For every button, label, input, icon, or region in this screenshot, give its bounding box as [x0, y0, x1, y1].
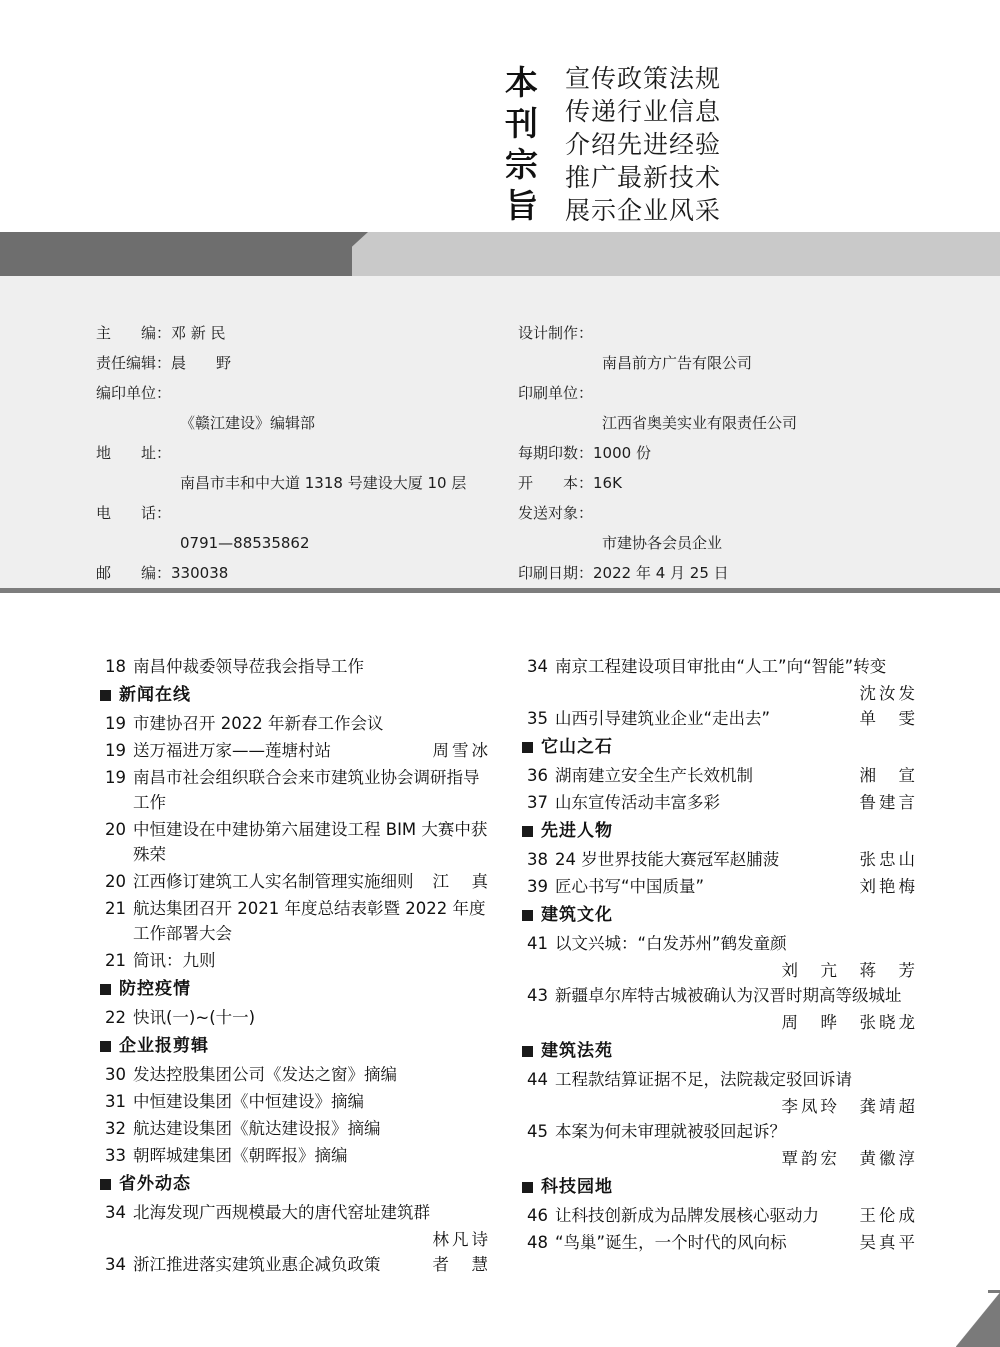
colophon-label: 责任编辑： [96, 354, 172, 372]
toc-entry-title: 快讯(一)~(十一) [133, 1008, 256, 1027]
toc-entry-title: 南昌仲裁委领导莅我会指导工作 [133, 657, 364, 676]
toc-entry-body [555, 931, 918, 956]
toc-page-number: 30 [105, 1065, 126, 1084]
toc-page-number: 19 [105, 741, 126, 760]
masthead-title-char: 旨 [505, 186, 539, 225]
colophon-label: 编印单位： [96, 384, 172, 402]
toc-entry-title: 江西修订建筑工人实名制管理实施细则 [133, 872, 414, 891]
toc-section-label: 企业报剪辑 [119, 1036, 209, 1056]
toc-page-number: 19 [105, 714, 126, 733]
toc-entry-title: 发达控股集团公司《发达之窗》摘编 [133, 1065, 397, 1084]
toc-entry-body [555, 1203, 918, 1228]
masthead-title [505, 62, 539, 226]
toc-entry[interactable] [518, 847, 918, 872]
toc-section-header [518, 1174, 918, 1201]
toc-entry-title: 中恒建设集团《中恒建设》摘编 [133, 1092, 364, 1111]
masthead [0, 0, 1000, 232]
toc-page-number: 37 [527, 793, 548, 812]
toc-entry[interactable] [96, 948, 491, 973]
masthead-slogan-list [565, 62, 721, 227]
toc-entry-author: 江 真 [432, 872, 491, 891]
toc-section-header [518, 1038, 918, 1065]
colophon-label: 每期印数： [518, 444, 594, 462]
toc-entry[interactable] [518, 763, 918, 788]
toc-entry-title: “鸟巢”诞生，一个时代的风向标 [555, 1233, 787, 1252]
toc-entry[interactable] [96, 654, 491, 679]
toc-entry-body [555, 847, 918, 872]
colophon-label: 电 话： [96, 504, 172, 522]
colophon-value: 市建协各会员企业 [602, 534, 723, 552]
toc-entry-author: 吴真平 [859, 1233, 918, 1252]
colophon-value: 2022 年 4 月 25 日 [593, 564, 729, 582]
colophon-right-column [518, 318, 948, 588]
toc-entry[interactable] [96, 711, 491, 736]
section-bullet-icon [100, 1041, 111, 1052]
colophon-row [96, 498, 496, 528]
toc-entry-title: 北海发现广西规模最大的唐代窑址建筑群 [133, 1203, 430, 1222]
toc-entry-title: 送万福进万家——莲塘村站 [133, 741, 331, 760]
colophon-value: 晨 野 [171, 354, 232, 372]
masthead-title-char: 宗 [505, 145, 539, 184]
toc-entry-author: 周雪冰 [432, 741, 491, 760]
colophon-value: 南昌前方广告有限公司 [602, 354, 753, 372]
section-bullet-icon [100, 690, 111, 701]
toc-entry-body [133, 711, 491, 736]
toc-entry[interactable] [96, 765, 491, 815]
toc-entry-author: 者 慧 [432, 1255, 491, 1274]
masthead-slogan-line: 展示企业风采 [565, 196, 722, 225]
colophon-row [518, 468, 948, 498]
toc-entry-body [555, 1230, 918, 1255]
toc-entry-body [133, 738, 491, 763]
masthead-inner [505, 62, 721, 227]
toc-entry[interactable] [518, 1067, 918, 1092]
toc-section-header [96, 1033, 491, 1060]
toc-entry-author: 沈汝发 [859, 684, 918, 703]
toc-entry-author: 鲁建言 [859, 793, 918, 812]
masthead-title-char: 刊 [505, 104, 539, 143]
toc-entry[interactable] [96, 1143, 491, 1168]
toc-section-header [96, 1171, 491, 1198]
toc-entry[interactable] [518, 790, 918, 815]
toc-entry[interactable] [518, 1119, 918, 1144]
toc-entry-body [555, 874, 918, 899]
toc-section-header [518, 734, 918, 761]
toc-entry-body [133, 896, 491, 946]
toc-entry-body [133, 817, 491, 867]
toc-entry-author: 林凡诗 [432, 1230, 491, 1249]
toc-section-label: 防控疫情 [119, 979, 191, 999]
colophon-label: 主 编： [96, 324, 172, 342]
toc-entry-author: 周 晔 张晓龙 [781, 1013, 918, 1032]
toc-entry-title: 山西引导建筑业企业“走出去” [555, 709, 771, 728]
colophon-label: 印刷单位： [518, 384, 594, 402]
toc-section-label: 省外动态 [119, 1174, 191, 1194]
toc-entry[interactable] [96, 1089, 491, 1114]
toc-entry-title: 24 岁世界技能大赛冠军赵脯菠 [555, 850, 780, 869]
toc-entry-body [555, 1119, 918, 1144]
toc-entry-body [133, 765, 491, 815]
section-bullet-icon [522, 910, 533, 921]
toc-entry[interactable] [518, 1230, 918, 1255]
toc-page-number: 21 [105, 899, 126, 918]
masthead-slogan-line: 介绍先进经验 [565, 130, 722, 159]
section-bullet-icon [522, 826, 533, 837]
masthead-slogan-line: 推广最新技术 [565, 163, 722, 192]
toc-entry-author: 李凤玲 龚靖超 [781, 1097, 918, 1116]
toc-entry-title: 匠心书写“中国质量” [555, 877, 705, 896]
toc-page-number: 22 [105, 1008, 126, 1027]
colophon-row [96, 348, 496, 378]
toc-entry-title: 航达集团召开 2021 年度总结表彰暨 2022 年度工作部署大会 [133, 899, 486, 943]
toc-entry[interactable] [96, 738, 491, 763]
toc-section-header [96, 682, 491, 709]
toc-entry[interactable] [96, 896, 491, 946]
toc-entry-body [555, 1067, 918, 1092]
section-bullet-icon [100, 984, 111, 995]
toc-page-number: 34 [527, 657, 548, 676]
toc-entry-body [555, 790, 918, 815]
colophon-value: 《赣江建设》编辑部 [180, 414, 316, 432]
colophon-panel [0, 276, 1000, 588]
colophon-row [96, 438, 496, 468]
toc-entry-body [555, 654, 918, 679]
toc-page-number: 19 [105, 768, 126, 787]
colophon-value: 0791—88535862 [180, 534, 310, 552]
colophon-left-column [96, 318, 496, 588]
toc-page-number: 41 [527, 934, 548, 953]
toc-page-number: 33 [105, 1146, 126, 1165]
toc-left-column [96, 654, 491, 1279]
toc-section-header [518, 902, 918, 929]
toc-page-number: 48 [527, 1233, 548, 1252]
toc-entry-title: 朝晖城建集团《朝晖报》摘编 [133, 1146, 348, 1165]
toc-section-label: 科技园地 [541, 1177, 613, 1197]
colophon-value: 邓 新 民 [171, 324, 226, 342]
toc-entry-author: 刘艳梅 [859, 877, 918, 896]
toc-entry-title: 以文兴城：“白发苏州”鹤发童颜 [555, 934, 787, 953]
toc-entry-author: 刘 亢 蒋 芳 [781, 961, 918, 980]
colophon-row [518, 318, 948, 348]
toc-section-label: 新闻在线 [119, 685, 191, 705]
colophon-row [518, 558, 948, 588]
toc-entry-title: 山东宣传活动丰富多彩 [555, 793, 720, 812]
toc-page-number: 35 [527, 709, 548, 728]
colophon-value: 1000 份 [593, 444, 651, 462]
toc-entry-body [133, 1116, 491, 1141]
toc-entry[interactable] [96, 1116, 491, 1141]
toc-entry-body [133, 1062, 491, 1087]
colophon-label: 发送对象： [518, 504, 594, 522]
colophon-label: 邮 编： [96, 564, 172, 582]
masthead-title-char: 本 [505, 63, 539, 102]
section-bullet-icon [100, 1179, 111, 1190]
colophon-label: 印刷日期： [518, 564, 594, 582]
toc-right-column [518, 654, 918, 1257]
toc-section-header [518, 818, 918, 845]
colophon-row [96, 378, 496, 408]
toc-page-number: 44 [527, 1070, 548, 1089]
toc-section-label: 建筑文化 [541, 905, 613, 925]
toc-entry[interactable] [96, 1062, 491, 1087]
colophon-divider [0, 588, 1000, 593]
toc-entry[interactable] [96, 1200, 491, 1225]
toc-page-number: 18 [105, 657, 126, 676]
toc-page-number: 21 [105, 951, 126, 970]
colophon-row [96, 558, 496, 588]
toc-entry[interactable] [96, 1005, 491, 1030]
toc-page-number: 39 [527, 877, 548, 896]
toc-entry[interactable] [96, 869, 491, 894]
toc-entry-title: 中恒建设在中建协第六届建设工程 BIM 大赛中获殊荣 [133, 820, 488, 864]
toc-entry-title: 市建协召开 2022 年新春工作会议 [133, 714, 384, 733]
toc-page-number: 43 [527, 986, 548, 1005]
colophon-value: 南昌市丰和中大道 1318 号建设大厦 10 层 [180, 474, 467, 492]
toc-entry-title: 湖南建立安全生产长效机制 [555, 766, 753, 785]
colophon-row [518, 498, 948, 528]
toc-page-number: 34 [105, 1255, 126, 1274]
toc-entry[interactable] [96, 817, 491, 867]
colophon-value: 330038 [171, 564, 229, 582]
toc-section-header [96, 976, 491, 1003]
toc-entry-title: 工程款结算证据不足，法院裁定驳回诉请 [555, 1070, 852, 1089]
toc-entry[interactable] [518, 1203, 918, 1228]
toc-entry[interactable] [518, 706, 918, 731]
header-band-notch [320, 232, 368, 276]
toc-page-number: 46 [527, 1206, 548, 1225]
toc-page-number: 38 [527, 850, 548, 869]
section-bullet-icon [522, 1182, 533, 1193]
toc-entry-body [133, 654, 491, 679]
toc-entry-title: 南昌市社会组织联合会来市建筑业协会调研指导工作 [133, 768, 480, 812]
toc-entry-title: 简讯：九则 [133, 951, 216, 970]
toc-entry-body [133, 1005, 491, 1030]
toc-page-number: 32 [105, 1119, 126, 1138]
toc-entry-body [555, 983, 918, 1008]
colophon-label: 地 址： [96, 444, 172, 462]
toc-entry-title: 让科技创新成为品牌发展核心驱动力 [555, 1206, 819, 1225]
toc-entry-author: 湘 宣 [859, 766, 918, 785]
toc-entry-body [133, 1252, 491, 1277]
toc-entry-title: 本案为何未审理就被驳回起诉？ [555, 1122, 786, 1141]
corner-mark [956, 1293, 1000, 1347]
toc-section-label: 建筑法苑 [541, 1041, 613, 1061]
colophon-label: 开 本： [518, 474, 594, 492]
header-band-light [352, 232, 1000, 276]
toc-page-number: 36 [527, 766, 548, 785]
toc-page-number: 20 [105, 872, 126, 891]
toc-entry[interactable] [96, 1252, 491, 1277]
masthead-slogan-line: 宣传政策法规 [565, 64, 722, 93]
toc-entry-body [133, 948, 491, 973]
toc-entry-author: 覃韵宏 黄徽淳 [781, 1149, 918, 1168]
colophon-row [518, 378, 948, 408]
toc-entry[interactable] [518, 983, 918, 1008]
toc-entry-title: 浙江推进落实建筑业惠企减负政策 [133, 1255, 381, 1274]
toc-entry-author: 单 雯 [859, 709, 918, 728]
colophon-value: 16K [593, 474, 622, 492]
toc-entry[interactable] [518, 874, 918, 899]
colophon-label: 设计制作： [518, 324, 594, 342]
toc-entry-body [133, 869, 491, 894]
toc-page-number: 34 [105, 1203, 126, 1222]
toc-section-label: 它山之石 [541, 737, 613, 757]
colophon-value: 江西省奥美实业有限责任公司 [602, 414, 798, 432]
toc-entry-title: 新疆卓尔库特古城被确认为汉晋时期高等级城址 [555, 986, 902, 1005]
toc-page-number: 31 [105, 1092, 126, 1111]
toc-entry-body [555, 763, 918, 788]
toc-page-number: 20 [105, 820, 126, 839]
masthead-slogan-line: 传递行业信息 [565, 97, 722, 126]
toc-entry[interactable] [518, 654, 918, 679]
toc-page-number: 45 [527, 1122, 548, 1141]
section-bullet-icon [522, 1046, 533, 1057]
toc-entry-author: 王伦成 [859, 1206, 918, 1225]
section-bullet-icon [522, 742, 533, 753]
toc-section-label: 先进人物 [541, 821, 613, 841]
colophon-row [96, 318, 496, 348]
toc-entry[interactable] [518, 931, 918, 956]
toc-entry-title: 南京工程建设项目审批由“人工”向“智能”转变 [555, 657, 887, 676]
toc-entry-title: 航达建设集团《航达建设报》摘编 [133, 1119, 381, 1138]
colophon-row [518, 438, 948, 468]
toc-entry-body [555, 706, 918, 731]
toc-entry-body [133, 1200, 491, 1225]
toc-entry-body [133, 1143, 491, 1168]
toc-entry-author: 张忠山 [859, 850, 918, 869]
toc-entry-body [133, 1089, 491, 1114]
